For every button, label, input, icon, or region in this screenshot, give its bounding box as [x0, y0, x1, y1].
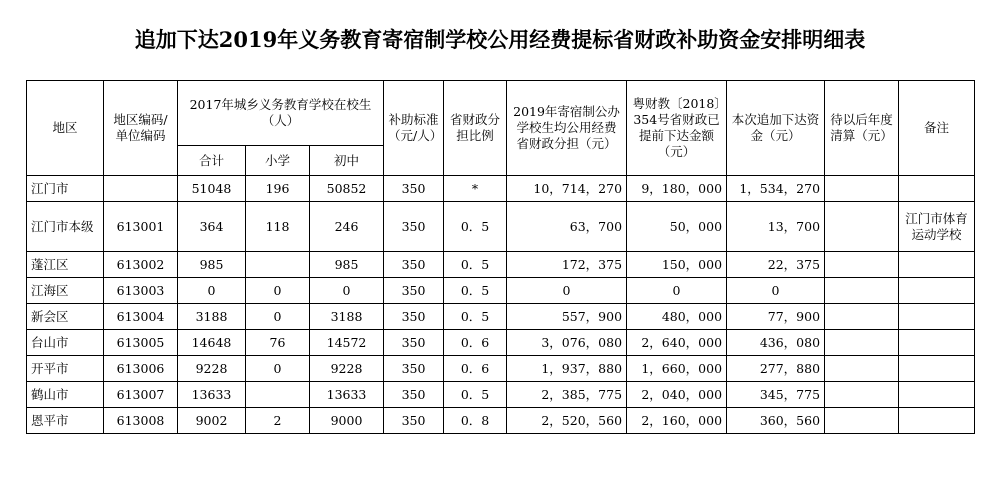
cell-remark	[899, 252, 975, 278]
table-row	[27, 304, 975, 330]
cell-remark	[899, 382, 975, 408]
cell-junior: 3188	[310, 304, 384, 330]
cell-junior: 9000	[310, 408, 384, 434]
table-row	[27, 202, 975, 252]
cell-issued: 50，000	[627, 202, 727, 252]
cell-share: 63，700	[507, 202, 627, 252]
header-share: 2019年寄宿制公办学校生均公用经费省财政分担（元）	[507, 81, 627, 176]
cell-region: 开平市	[27, 356, 104, 382]
cell-code: 613008	[104, 408, 178, 434]
cell-standard: 350	[384, 176, 444, 202]
cell-primary: 0	[246, 356, 310, 382]
cell-junior: 985	[310, 252, 384, 278]
cell-share: 10，714，270	[507, 176, 627, 202]
cell-remark	[899, 304, 975, 330]
cell-junior: 50852	[310, 176, 384, 202]
cell-ratio: 0．6	[444, 356, 507, 382]
cell-ratio: 0．5	[444, 202, 507, 252]
cell-junior: 246	[310, 202, 384, 252]
cell-junior: 0	[310, 278, 384, 304]
cell-primary: 196	[246, 176, 310, 202]
cell-region: 江门市本级	[27, 202, 104, 252]
header-remark: 备注	[899, 81, 975, 176]
cell-share: 0	[507, 278, 627, 304]
cell-total: 9002	[178, 408, 246, 434]
page-title: 追加下达2019年义务教育寄宿制学校公用经费提标省财政补助资金安排明细表	[134, 27, 866, 52]
cell-standard: 350	[384, 278, 444, 304]
cell-region: 鹤山市	[27, 382, 104, 408]
cell-primary: 118	[246, 202, 310, 252]
cell-region: 台山市	[27, 330, 104, 356]
cell-issued: 0	[627, 278, 727, 304]
cell-primary: 0	[246, 304, 310, 330]
cell-this-time: 345，775	[727, 382, 825, 408]
cell-this-time: 22，375	[727, 252, 825, 278]
cell-primary: 2	[246, 408, 310, 434]
cell-this-time: 0	[727, 278, 825, 304]
cell-total: 364	[178, 202, 246, 252]
header-junior: 初中	[310, 146, 384, 176]
cell-pending	[825, 408, 899, 434]
cell-code: 613004	[104, 304, 178, 330]
table-row	[27, 278, 975, 304]
cell-standard: 350	[384, 202, 444, 252]
cell-standard: 350	[384, 408, 444, 434]
cell-pending	[825, 176, 899, 202]
cell-share: 2，385，775	[507, 382, 627, 408]
cell-code: 613003	[104, 278, 178, 304]
cell-ratio: 0．5	[444, 382, 507, 408]
cell-region: 恩平市	[27, 408, 104, 434]
cell-issued: 2，160，000	[627, 408, 727, 434]
cell-share: 1，937，880	[507, 356, 627, 382]
cell-this-time: 77，900	[727, 304, 825, 330]
cell-pending	[825, 356, 899, 382]
allocation-table	[26, 80, 975, 434]
cell-issued: 150，000	[627, 252, 727, 278]
cell-standard: 350	[384, 356, 444, 382]
cell-code	[104, 176, 178, 202]
table-row	[27, 356, 975, 382]
table-row	[27, 252, 975, 278]
cell-issued: 9，180，000	[627, 176, 727, 202]
table-row	[27, 176, 975, 202]
cell-standard: 350	[384, 382, 444, 408]
cell-remark	[899, 356, 975, 382]
cell-pending	[825, 278, 899, 304]
header-ratio: 省财政分担比例	[444, 81, 507, 176]
cell-issued: 2，640，000	[627, 330, 727, 356]
cell-pending	[825, 382, 899, 408]
header-pending: 待以后年度清算（元）	[825, 81, 899, 176]
cell-primary	[246, 252, 310, 278]
cell-share: 172，375	[507, 252, 627, 278]
cell-share: 557，900	[507, 304, 627, 330]
cell-total: 3188	[178, 304, 246, 330]
cell-junior: 13633	[310, 382, 384, 408]
cell-remark	[899, 176, 975, 202]
cell-total: 985	[178, 252, 246, 278]
cell-ratio: 0．5	[444, 252, 507, 278]
cell-remark	[899, 408, 975, 434]
cell-share: 2，520，560	[507, 408, 627, 434]
header-primary: 小学	[246, 146, 310, 176]
header-standard: 补助标准（元/人）	[384, 81, 444, 176]
cell-this-time: 436，080	[727, 330, 825, 356]
cell-ratio: 0．5	[444, 278, 507, 304]
cell-code: 613006	[104, 356, 178, 382]
cell-junior: 9228	[310, 356, 384, 382]
table-row	[27, 330, 975, 356]
cell-share: 3，076，080	[507, 330, 627, 356]
cell-region: 江海区	[27, 278, 104, 304]
header-this-time: 本次追加下达资金（元）	[727, 81, 825, 176]
cell-total: 9228	[178, 356, 246, 382]
cell-region: 蓬江区	[27, 252, 104, 278]
header-code: 地区编码/单位编码	[104, 81, 178, 176]
header-students-group: 2017年城乡义务教育学校在校生（人）	[178, 81, 384, 146]
cell-ratio: 0．5	[444, 304, 507, 330]
cell-code: 613007	[104, 382, 178, 408]
cell-total: 13633	[178, 382, 246, 408]
cell-total: 14648	[178, 330, 246, 356]
cell-primary: 76	[246, 330, 310, 356]
cell-pending	[825, 304, 899, 330]
cell-issued: 480，000	[627, 304, 727, 330]
cell-primary: 0	[246, 278, 310, 304]
cell-standard: 350	[384, 330, 444, 356]
cell-remark	[899, 330, 975, 356]
header-region: 地区	[27, 81, 104, 176]
cell-code: 613005	[104, 330, 178, 356]
cell-total: 51048	[178, 176, 246, 202]
cell-pending	[825, 330, 899, 356]
cell-region: 江门市	[27, 176, 104, 202]
cell-issued: 1，660，000	[627, 356, 727, 382]
cell-ratio: 0．6	[444, 330, 507, 356]
cell-standard: 350	[384, 304, 444, 330]
header-total: 合计	[178, 146, 246, 176]
cell-this-time: 13，700	[727, 202, 825, 252]
cell-remark	[899, 278, 975, 304]
cell-region: 新会区	[27, 304, 104, 330]
cell-standard: 350	[384, 252, 444, 278]
header-issued: 粤财教〔2018〕354号省财政已提前下达金额（元）	[627, 81, 727, 176]
cell-pending	[825, 252, 899, 278]
cell-primary	[246, 382, 310, 408]
cell-total: 0	[178, 278, 246, 304]
cell-issued: 2，040，000	[627, 382, 727, 408]
cell-ratio: *	[444, 176, 507, 202]
cell-this-time: 360，560	[727, 408, 825, 434]
table-row	[27, 408, 975, 434]
cell-ratio: 0．8	[444, 408, 507, 434]
cell-this-time: 277，880	[727, 356, 825, 382]
cell-junior: 14572	[310, 330, 384, 356]
cell-this-time: 1，534，270	[727, 176, 825, 202]
cell-code: 613001	[104, 202, 178, 252]
cell-pending	[825, 202, 899, 252]
table-row	[27, 382, 975, 408]
cell-code: 613002	[104, 252, 178, 278]
cell-remark: 江门市体育运动学校	[899, 202, 975, 252]
